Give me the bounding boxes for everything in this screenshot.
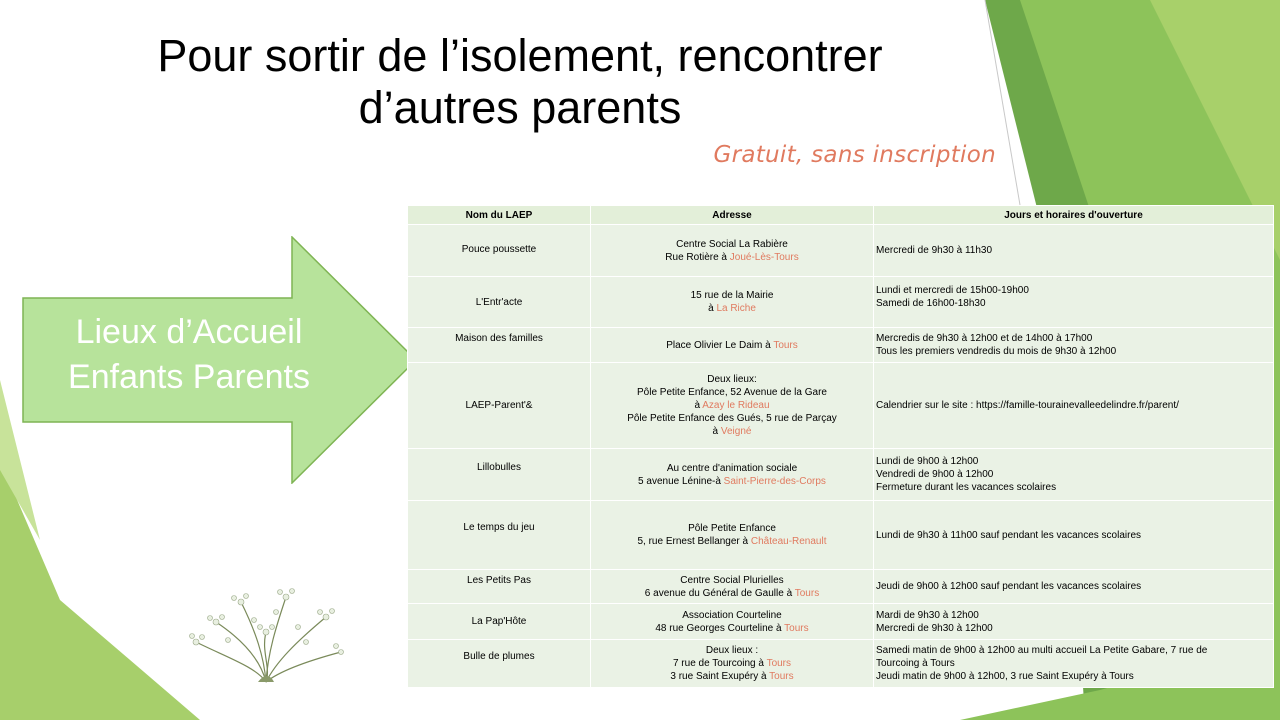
hours-line: Mercredi de 9h30 à 11h30 [876,245,993,256]
row-hours [874,277,1274,328]
address-line: Pôle Petite Enfance [688,523,776,534]
hours-line: Mercredis de 9h30 à 12h00 et de 14h00 à 17h00 [876,333,1093,344]
address-line: 48 rue Georges Courteline à Tours [655,622,809,634]
row-hours [874,640,1274,688]
hours-line: Samedi de 16h00-18h30 [876,298,986,309]
row-name: Maison des familles [408,328,591,363]
row-name: Le temps du jeu [408,501,591,570]
row-name: Les Petits Pas [408,570,591,604]
subtitle: Gratuit, sans inscription [713,142,996,168]
row-address [591,225,874,277]
hours-line: Jeudi de 9h00 à 12h00 sauf pendant les vacances scolaires [876,581,1142,592]
address-line: 5, rue Ernest Bellanger à Château-Renault [637,536,827,547]
address-line: 3 rue Saint Exupéry à Tours [670,671,794,682]
address-line: Pôle Petite Enfance des Gués, 5 rue de Parçay [627,413,837,424]
table-row [408,225,1274,277]
row-address [591,570,874,604]
city-name: Tours [794,587,820,599]
address-line: 6 avenue du Général de Gaulle à Tours [644,587,820,599]
address-line: 5 avenue Lénine-à Saint-Pierre-des-Corps [638,475,826,487]
address-line: Centre Social Plurielles [680,574,784,586]
row-name: L'Entr'acte [408,277,591,328]
arrow-label [30,310,348,400]
table-header-row [408,206,1274,225]
address-line: à Veigné [712,426,752,437]
city-name: Château-Renault [750,536,827,547]
bottom-left-green-triangle [0,460,200,720]
row-address [591,363,874,449]
address-line: Place Olivier Le Daim à Tours [666,339,798,351]
page-title [60,30,980,134]
city-name: La Riche [716,303,756,314]
row-hours [874,363,1274,449]
row-address [591,277,874,328]
hours-line: Tourcoing à Tours [876,658,955,669]
table-row [408,328,1274,363]
table-row [408,640,1274,688]
laep-table [407,205,1274,688]
table-row [408,449,1274,501]
row-name: La Pap'Hôte [408,604,591,640]
row-hours [874,501,1274,570]
row-name: Lillobulles [408,449,591,501]
city-name: Saint-Pierre-des-Corps [723,475,826,487]
hours-line: Calendrier sur le site : https://famille-tourainevalleedelindre.fr/parent/ [876,400,1179,411]
city-name: Tours [766,658,792,669]
row-address [591,640,874,688]
address-line: Deux lieux: [707,374,757,385]
hours-line: Mercredi de 9h30 à 12h00 [876,622,993,634]
title-line-1: Pour sortir de l’isolement, rencontrer [157,30,883,81]
row-name: Bulle de plumes [408,640,591,688]
address-line: Pôle Petite Enfance, 52 Avenue de la Gare [637,387,827,398]
table-row [408,277,1274,328]
arrow-label-line-2: Enfants Parents [68,358,310,396]
address-line: à La Riche [708,303,756,314]
address-line: à Azay le Rideau [694,400,770,411]
row-hours [874,570,1274,604]
city-name: Joué-Lès-Tours [729,251,799,263]
hours-line: Vendredi de 9h00 à 12h00 [876,469,994,480]
hours-line: Samedi matin de 9h00 à 12h00 au multi accueil La Petite Gabare, 7 rue de [876,645,1208,656]
address-line: Au centre d'animation sociale [666,462,798,474]
arrow-label-line-1: Lieux d’Accueil [75,313,303,351]
hours-line: Lundi de 9h00 à 12h00 [876,456,979,467]
table-row [408,604,1274,640]
hours-line: Tous les premiers vendredis du mois de 9h30 à 12h00 [876,346,1117,357]
gypsophila-flower-illustration [186,582,346,684]
hours-line: Lundi de 9h30 à 11h00 sauf pendant les vacances scolaires [876,529,1142,541]
row-hours [874,225,1274,277]
row-hours [874,328,1274,363]
table-row [408,363,1274,449]
row-address [591,604,874,640]
header-address: Adresse [591,206,874,225]
header-hours: Jours et horaires d'ouverture [874,206,1274,225]
row-address [591,449,874,501]
row-address [591,328,874,363]
hours-line: Lundi et mercredi de 15h00-19h00 [876,285,1029,296]
address-line: 15 rue de la Mairie [690,290,774,301]
row-hours [874,449,1274,501]
address-line: Rue Rotière à Joué-Lès-Tours [665,251,799,263]
hours-line: Mardi de 9h30 à 12h00 [876,609,979,621]
address-line: Centre Social La Rabière [676,238,788,250]
city-name: Tours [773,339,798,351]
address-line: Deux lieux : [705,645,759,656]
row-name: LAEP-Parent'& [408,363,591,449]
table-row [408,501,1274,570]
table-row [408,570,1274,604]
row-hours [874,604,1274,640]
row-name: Pouce poussette [408,225,591,277]
city-name: Tours [784,622,809,634]
hours-line: Jeudi matin de 9h00 à 12h00, 3 rue Saint Exupéry à Tours [876,671,1134,682]
city-name: Azay le Rideau [702,400,770,411]
address-line: 7 rue de Tourcoing à Tours [672,658,792,669]
city-name: Tours [769,671,794,682]
hours-line: Fermeture durant les vacances scolaires [876,482,1057,493]
address-line: Association Courteline [682,609,782,621]
title-line-2: d’autres parents [358,82,682,133]
row-address [591,501,874,570]
header-name: Nom du LAEP [408,206,591,225]
city-name: Veigné [720,426,752,437]
